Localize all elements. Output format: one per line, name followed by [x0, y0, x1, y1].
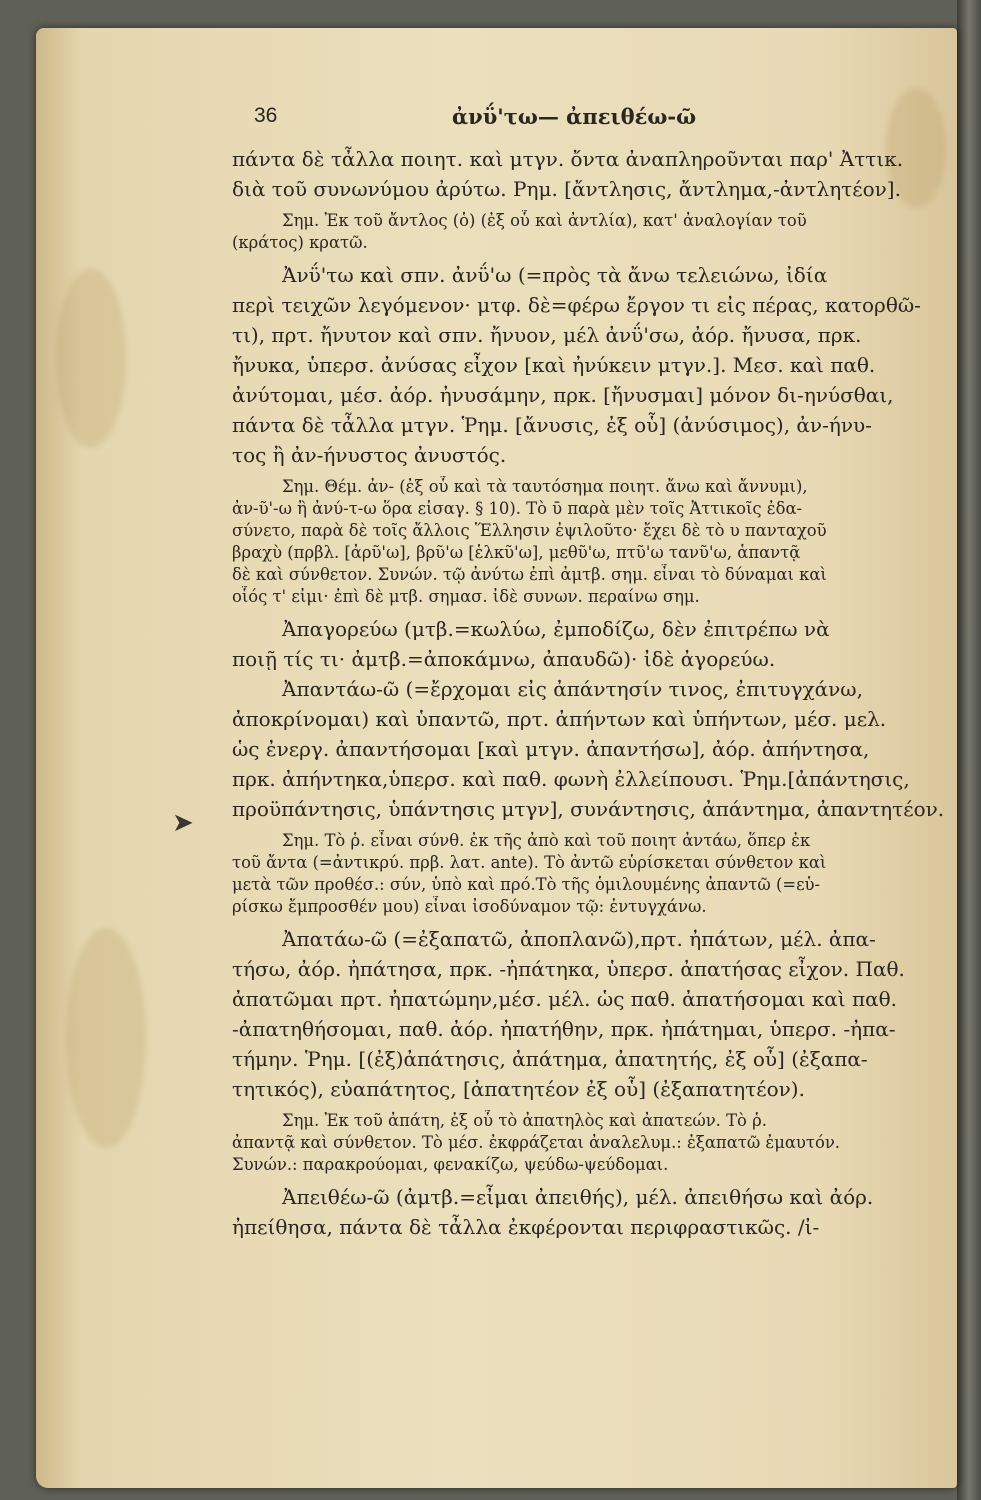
text-line: δὲ καὶ σύνθετον. Συνών. τῷ ἀνύτω ἐπὶ ἀμτβ. σημ. εἶναι τὸ δύναμαι καὶ	[232, 565, 827, 584]
text-line: Συνών.: παρακρούομαι, φενακίζω, ψεύδω-ψεύδομαι.	[232, 1155, 669, 1174]
text-line: ἀνύτομαι, μέσ. ἀόρ. ἠνυσάμην, πρκ. [ἤνυσμαι] μόνον δι-ηνύσθαι,	[232, 383, 894, 407]
text-line: -ἀπατηθήσομαι, παθ. ἀόρ. ἠπατήθην, πρκ. ἠπάτημαι, ὑπερσ. -ἠπα-	[232, 1017, 896, 1041]
page-number: 36	[254, 104, 278, 127]
text-line: περὶ τειχῶν λεγόμενον· μτφ. δὲ=φέρω ἔργον τι εἰς πέρας, κατορθῶ-	[232, 293, 921, 317]
text-line: μετὰ τῶν προθέσ.: σύν, ὑπὸ καὶ πρό.Τὸ τῆς ὁμιλουμένης ἀπαντῶ (=εὑ-	[232, 875, 821, 894]
entry-paragraph	[232, 924, 954, 1104]
text-line: οἷός τ' εἰμι· ἐπὶ δὲ μτβ. σημασ. ἰδὲ συνων. περαίνω σημ.	[232, 587, 700, 606]
text-line: πάντα δὲ τἆλλα μτγν. Ῥημ. [ἄνυσις, ἐξ οὗ] (ἀνύσιμος), ἀν-ήνυ-	[232, 413, 872, 437]
running-head: ἀνΰ'τω— ἀπειθέω-ῶ	[452, 104, 697, 129]
text-line: τητικός), εὐαπάτητος, [ἀπατητέον ἐξ οὗ] (ἐξαπατητέον).	[232, 1077, 805, 1101]
text-line: ὡς ἐνεργ. ἀπαντήσομαι [καὶ μτγν. ἀπαντήσω], ἀόρ. ἀπήντησα,	[232, 737, 870, 761]
text-line: τι), πρτ. ἤνυτον καὶ σπν. ἤνυον, μέλ ἀνΰ'σω, ἀόρ. ἤνυσα, πρκ.	[232, 323, 862, 347]
entry-paragraph	[232, 260, 954, 470]
text-line: σύνετο, παρὰ δὲ τοῖς ἄλλοις Ἕλλησιν ἐψιλοῦτο· ἔχει δὲ τὸ υ πανταχοῦ	[232, 521, 827, 540]
entry-paragraph	[232, 674, 954, 824]
text-line: Ἀπειθέω-ῶ (ἀμτβ.=εἶμαι ἀπειθής), μέλ. ἀπειθήσω καὶ ἀόρ.	[282, 1185, 874, 1209]
text-line: πρκ. ἀπήντηκα,ὑπερσ. καὶ παθ. φωνὴ ἐλλείπουσι. Ῥημ.[ἀπάντησις,	[232, 767, 910, 791]
note-paragraph	[232, 830, 954, 918]
text-line: ἀπατῶμαι πρτ. ἠπατώμην,μέσ. μέλ. ὡς παθ. ἀπατήσομαι καὶ παθ.	[232, 987, 898, 1011]
text-line: τοῦ ἄντα (=ἀντικρύ. πρβ. λατ. ante). Τὸ ἀντῶ εὑρίσκεται σύνθετον καὶ	[232, 853, 827, 872]
text-line: ἤνυκα, ὑπερσ. ἀνύσας εἶχον [καὶ ἠνύκειν μτγν.]. Μεσ. καὶ παθ.	[232, 353, 876, 377]
entry-paragraph	[232, 1182, 954, 1242]
page-header	[232, 100, 954, 144]
text-line: τήμην. Ῥημ. [(ἐξ)ἀπάτησις, ἀπάτημα, ἀπατητής, ἐξ οὗ] (ἐξαπα-	[232, 1047, 868, 1071]
page-content	[232, 100, 954, 1242]
text-line: προϋπάντησις, ὑπάντησις μτγν], συνάντησις, ἀπάντημα, ἀπαντητέον.	[232, 797, 945, 821]
text-line: ἠπείθησα, πάντα δὲ τἆλλα ἐκφέρονται περιφραστικῶς. /ἰ-	[232, 1215, 820, 1239]
entry-paragraph	[232, 614, 954, 674]
text-line: τος ἢ ἀν-ήνυστος ἀνυστός.	[232, 443, 507, 467]
text-line: ρίσκω ἔμπροσθέν μου) εἶναι ἰσοδύναμον τῷ: ἐντυγχάνω.	[232, 897, 707, 916]
margin-arrow-icon: ➤	[172, 808, 194, 838]
text-line: Ἀπατάω-ῶ (=ἐξαπατῶ, ἀποπλανῶ),πρτ. ἠπάτων, μέλ. ἀπα-	[282, 927, 876, 951]
note-paragraph	[232, 210, 954, 254]
note-paragraph	[232, 476, 954, 608]
page-body	[232, 144, 954, 1242]
book-spine	[957, 0, 981, 1500]
text-line: Σημ. Ἐκ τοῦ ἄντλος (ὁ) (ἐξ οὗ καὶ ἀντλία), κατ' ἀναλογίαν τοῦ	[282, 211, 807, 230]
text-line: πάντα δὲ τἆλλα ποιητ. καὶ μτγν. ὄντα ἀναπληροῦνται παρ' Ἀττικ.	[232, 147, 904, 171]
text-line: βραχὺ (πρβλ. [ἀρῦ'ω], βρῦ'ω [ἑλκῦ'ω], μεθῦ'ω, πτῦ'ω τανῦ'ω, ἁπαντᾷ	[232, 543, 801, 562]
page-stain	[66, 928, 146, 1148]
text-paragraph	[232, 144, 954, 204]
text-line: (κράτος) κρατῶ.	[232, 233, 368, 252]
text-line: ποιῇ τίς τι· ἀμτβ.=ἀποκάμνω, ἀπαυδῶ)· ἰδὲ ἀγορεύω.	[232, 647, 776, 671]
text-line: Σημ. Ἐκ τοῦ ἀπάτη, ἐξ οὗ τὸ ἀπατηλὸς καὶ ἀπατεών. Τὸ ῥ.	[282, 1111, 767, 1130]
text-line: ἀποκρίνομαι) καὶ ὑπαντῶ, πρτ. ἀπήντων καὶ ὑπήντων, μέσ. μελ.	[232, 707, 887, 731]
text-line: Σημ. Τὸ ῥ. εἶναι σύνθ. ἐκ τῆς ἀπὸ καὶ τοῦ ποιητ ἀντάω, ὅπερ ἐκ	[282, 831, 811, 850]
text-line: διὰ τοῦ συνωνύμου ἀρύτω. Ρημ. [ἄντλησις, ἄντλημα,-ἀντλητέον].	[232, 177, 901, 201]
text-line: τήσω, ἀόρ. ἠπάτησα, πρκ. -ἠπάτηκα, ὑπερσ. ἀπατήσας εἶχον. Παθ.	[232, 957, 905, 981]
note-paragraph	[232, 1110, 954, 1176]
page-stain	[56, 268, 126, 448]
text-line: Ἀνΰ'τω καὶ σπν. ἀνΰ'ω (=πρὸς τὰ ἄνω τελειώνω, ἰδία	[282, 263, 828, 287]
text-line: ἀν-ῦ'-ω ἢ ἀνύ-τ-ω ὅρα εἰσαγ. § 10). Τὸ ῡ παρὰ μὲν τοῖς Ἀττικοῖς ἐδα-	[232, 499, 803, 518]
text-line: Ἀπαντάω-ῶ (=ἔρχομαι εἰς ἀπάντησίν τινος, ἐπιτυγχάνω,	[282, 677, 863, 701]
text-line: Σημ. Θέμ. ἀν- (ἐξ οὗ καὶ τὰ ταυτόσημα ποιητ. ἄνω καὶ ἄννυμι),	[282, 477, 808, 496]
text-line: Ἀπαγορεύω (μτβ.=κωλύω, ἐμποδίζω, δὲν ἐπιτρέπω νὰ	[282, 617, 830, 641]
text-line: ἀπαντᾷ καὶ σύνθετον. Τὸ μέσ. ἐκφράζεται ἀναλελυμ.: ἐξαπατῶ ἐμαυτόν.	[232, 1133, 840, 1152]
